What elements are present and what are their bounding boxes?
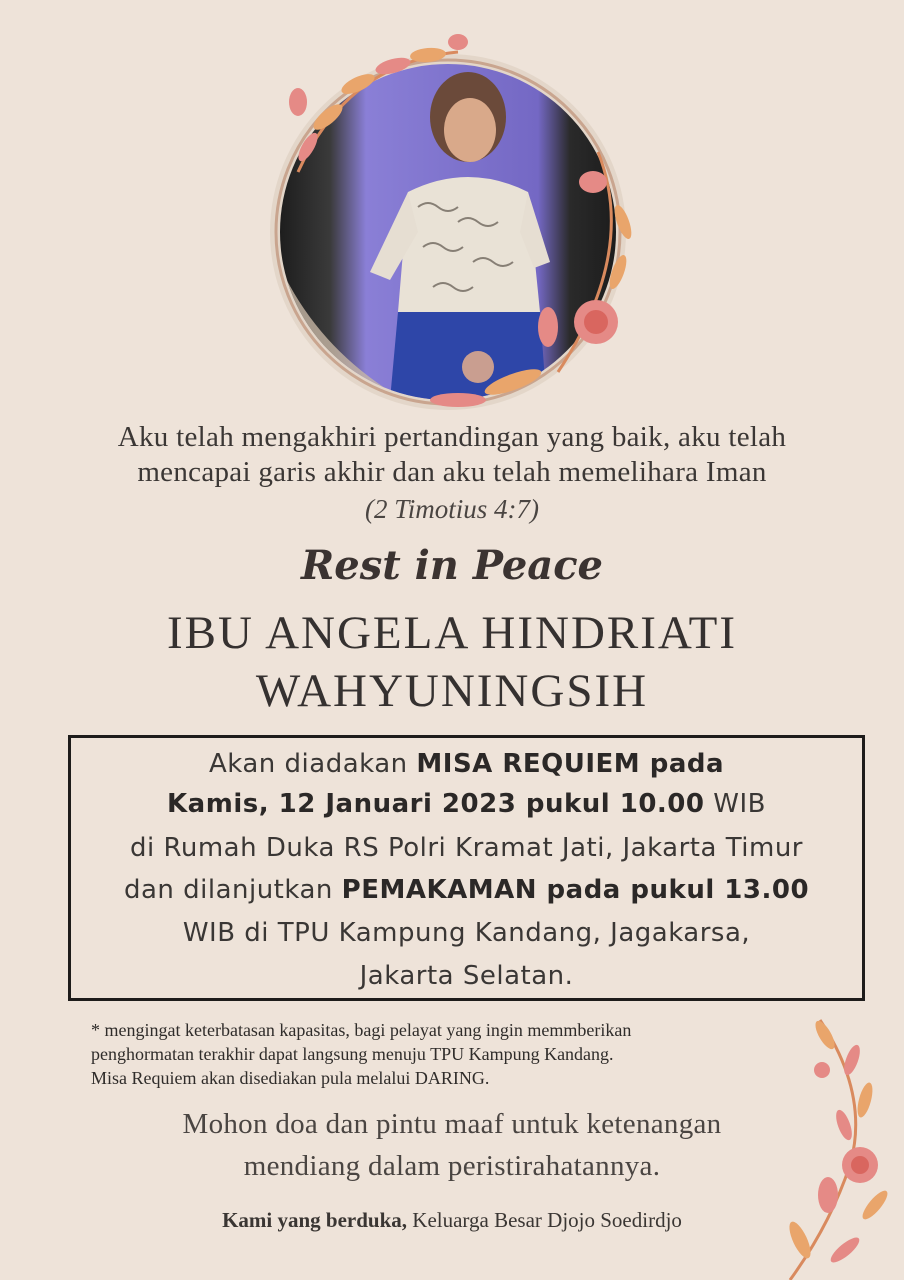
- signature-bold: Kami yang berduka,: [222, 1208, 408, 1232]
- ann-l2-text: WIB: [704, 789, 766, 819]
- note-line-2: penghormatan terakhir dapat langsung menuju TPU Kampung Kandang.: [91, 1044, 614, 1064]
- floral-wreath-photo: [258, 22, 658, 422]
- ann-l1-text: Akan diadakan: [208, 749, 417, 779]
- verse-reference: (2 Timotius 4:7): [364, 494, 539, 524]
- verse-line-2: mencapai garis akhir dan aku telah memelihara Iman: [137, 456, 767, 488]
- deceased-name-line-1: IBU ANGELA HINDRIATI: [166, 607, 737, 659]
- verse-line-1: Aku telah mengakhiri pertandingan yang baik, aku telah: [117, 421, 787, 453]
- announcement-line-6: Jakarta Selatan.: [359, 961, 574, 991]
- announcement-line-1: [68, 749, 865, 779]
- ann-l1-bold: MISA REQUIEM pada: [416, 749, 725, 779]
- announcement-line-3: di Rumah Duka RS Polri Kramat Jati, Jakarta Timur: [129, 833, 803, 863]
- ann-l4-bold: PEMAKAMAN pada pukul 13.00: [341, 875, 810, 905]
- note-line-3: Misa Requiem akan disediakan pula melalui DARING.: [91, 1068, 490, 1088]
- announcement-line-2: [68, 789, 865, 819]
- note-line-1: * mengingat keterbatasan kapasitas, bagi pelayat yang ingin memmberikan: [91, 1020, 632, 1040]
- ann-l2-bold: Kamis, 12 Januari 2023 pukul 10.00: [167, 789, 705, 819]
- closing-line-2: mendiang dalam peristirahatannya.: [243, 1150, 661, 1182]
- announcement-line-5: WIB di TPU Kampung Kandang, Jagakarsa,: [182, 918, 751, 948]
- floral-corner-icon: [760, 1015, 904, 1280]
- signature-family: Keluarga Besar Djojo Soedirdjo: [407, 1208, 682, 1232]
- deceased-name-line-2: WAHYUNINGSIH: [255, 665, 649, 717]
- announcement-line-4: [68, 875, 865, 905]
- closing-line-1: Mohon doa dan pintu maaf untuk ketenangan: [182, 1108, 722, 1140]
- ann-l4-text: dan dilanjutkan: [123, 875, 342, 905]
- rip-heading: Rest in Peace: [301, 542, 603, 589]
- memorial-photo: [258, 22, 658, 422]
